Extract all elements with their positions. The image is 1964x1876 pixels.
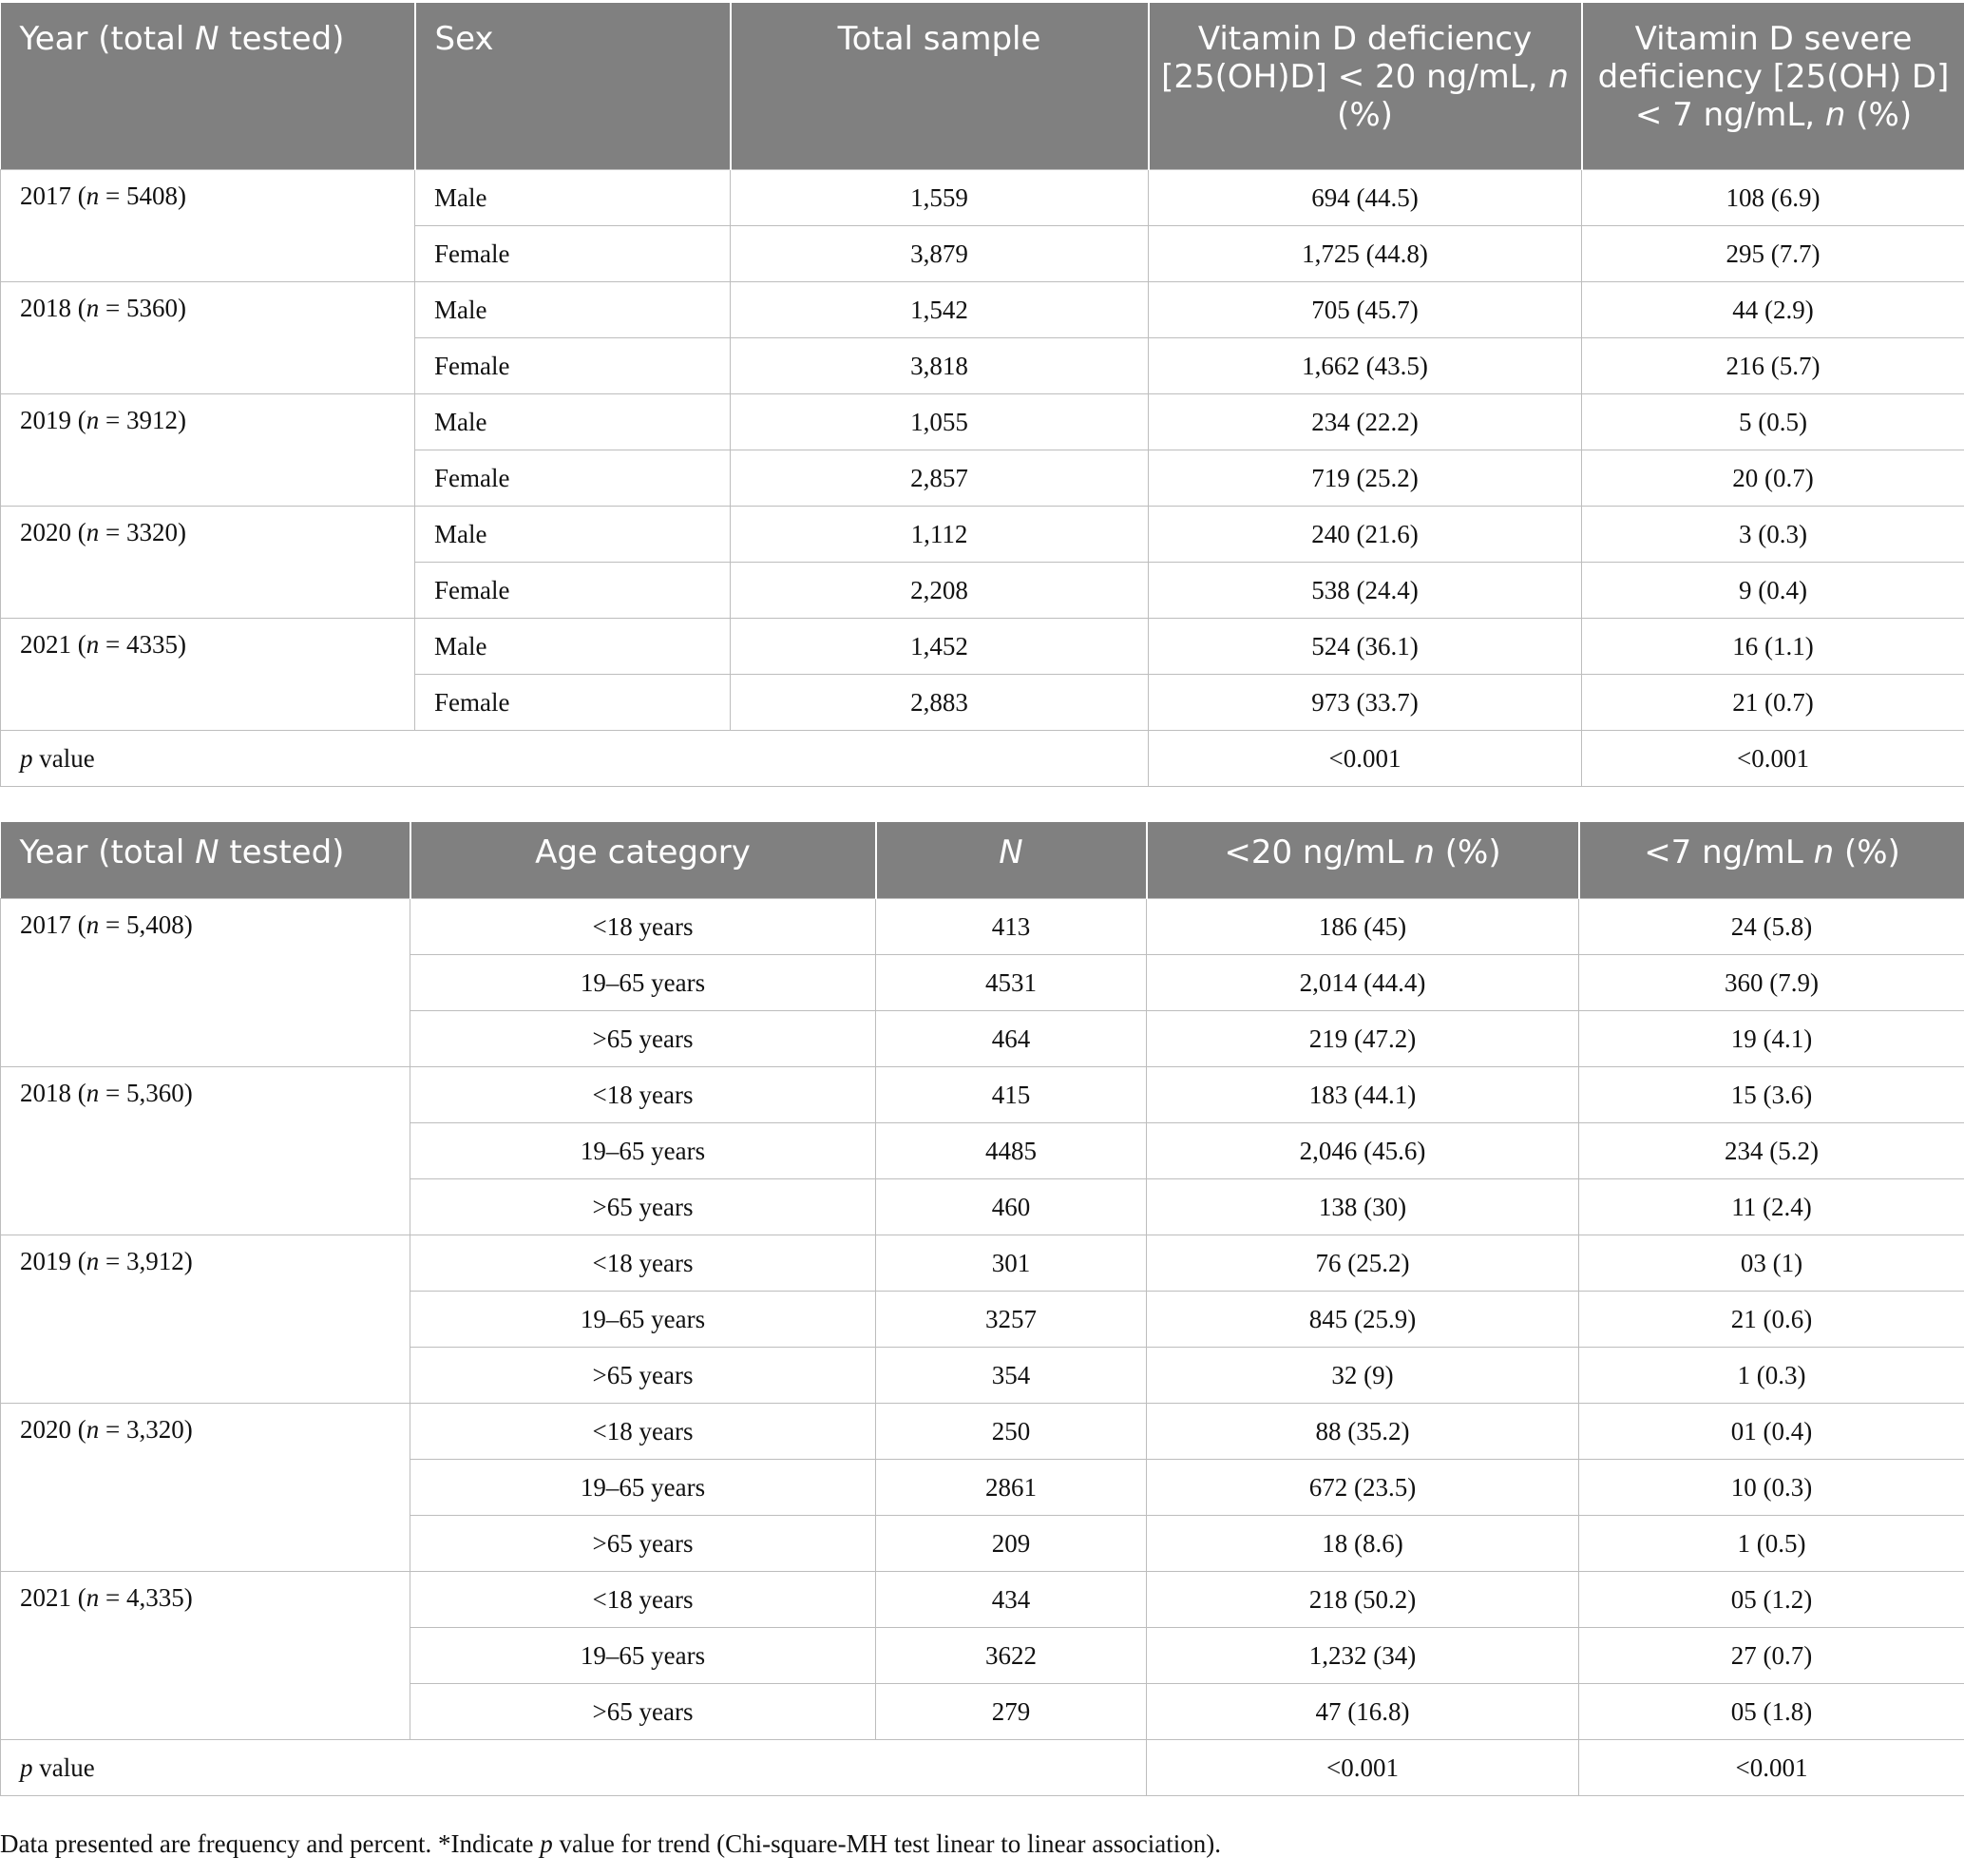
total-sample-cell: 2,857 [731, 450, 1149, 507]
sex-cell: Female [415, 338, 731, 394]
age-category-cell: 19–65 years [410, 1460, 876, 1516]
sex-cell: Male [415, 170, 731, 226]
sex-table-header [1, 3, 1964, 170]
age-category-cell: 19–65 years [410, 1123, 876, 1179]
header-year: Year (total N tested) [1, 822, 410, 899]
lt20-cell: 2,046 (45.6) [1147, 1123, 1579, 1179]
lt7-cell: 1 (0.3) [1579, 1348, 1964, 1404]
header-year: Year (total N tested) [1, 3, 415, 170]
lt20-cell: 845 (25.9) [1147, 1292, 1579, 1348]
sex-table-body [1, 170, 1964, 787]
age-category-cell: >65 years [410, 1684, 876, 1740]
p-value-label: p value [1, 731, 1149, 787]
severe-deficiency-cell: 216 (5.7) [1582, 338, 1964, 394]
sex-cell: Female [415, 226, 731, 282]
p-value-cell: <0.001 [1582, 731, 1964, 787]
lt7-cell: 10 (0.3) [1579, 1460, 1964, 1516]
age-category-cell: <18 years [410, 1235, 876, 1292]
header-lt20: <20 ng/mL n (%) [1147, 822, 1579, 899]
age-category-cell: <18 years [410, 1404, 876, 1460]
year-cell: 2020 (n = 3,320) [1, 1404, 410, 1572]
table-row [1, 1404, 1964, 1460]
year-cell: 2018 (n = 5,360) [1, 1067, 410, 1235]
lt20-cell: 1,232 (34) [1147, 1628, 1579, 1684]
severe-deficiency-cell: 16 (1.1) [1582, 619, 1964, 675]
lt7-cell: 11 (2.4) [1579, 1179, 1964, 1235]
n-cell: 434 [876, 1572, 1147, 1628]
age-category-cell: 19–65 years [410, 1628, 876, 1684]
header-severe-deficiency: Vitamin D severe deficiency [25(OH) D] < 7 ng/mL, n (%) [1582, 3, 1964, 170]
sex-cell: Female [415, 563, 731, 619]
n-cell: 464 [876, 1011, 1147, 1067]
lt7-cell: 1 (0.5) [1579, 1516, 1964, 1572]
total-sample-cell: 1,112 [731, 507, 1149, 563]
n-cell: 209 [876, 1516, 1147, 1572]
lt20-cell: 47 (16.8) [1147, 1684, 1579, 1740]
severe-deficiency-cell: 3 (0.3) [1582, 507, 1964, 563]
p-value-cell: <0.001 [1149, 731, 1582, 787]
header-lt7: <7 ng/mL n (%) [1579, 822, 1964, 899]
n-cell: 4531 [876, 955, 1147, 1011]
table-row [1, 1572, 1964, 1628]
header-deficiency: Vitamin D deficiency [25(OH)D] < 20 ng/mL, n (%) [1149, 3, 1582, 170]
severe-deficiency-cell: 44 (2.9) [1582, 282, 1964, 338]
total-sample-cell: 1,542 [731, 282, 1149, 338]
table-row [1, 507, 1964, 563]
n-cell: 301 [876, 1235, 1147, 1292]
table-row [1, 282, 1964, 338]
lt20-cell: 2,014 (44.4) [1147, 955, 1579, 1011]
sex-cell: Male [415, 619, 731, 675]
n-cell: 279 [876, 1684, 1147, 1740]
lt7-cell: 360 (7.9) [1579, 955, 1964, 1011]
deficiency-cell: 705 (45.7) [1149, 282, 1582, 338]
age-category-cell: 19–65 years [410, 955, 876, 1011]
lt20-cell: 672 (23.5) [1147, 1460, 1579, 1516]
total-sample-cell: 1,055 [731, 394, 1149, 450]
age-category-cell: 19–65 years [410, 1292, 876, 1348]
lt20-cell: 88 (35.2) [1147, 1404, 1579, 1460]
header-age-category: Age category [410, 822, 876, 899]
n-cell: 250 [876, 1404, 1147, 1460]
severe-deficiency-cell: 108 (6.9) [1582, 170, 1964, 226]
n-cell: 415 [876, 1067, 1147, 1123]
lt20-cell: 138 (30) [1147, 1179, 1579, 1235]
lt7-cell: 234 (5.2) [1579, 1123, 1964, 1179]
deficiency-cell: 719 (25.2) [1149, 450, 1582, 507]
deficiency-cell: 240 (21.6) [1149, 507, 1582, 563]
lt20-cell: 218 (50.2) [1147, 1572, 1579, 1628]
sex-cell: Male [415, 282, 731, 338]
n-cell: 3622 [876, 1628, 1147, 1684]
n-cell: 4485 [876, 1123, 1147, 1179]
age-table [0, 822, 1964, 1796]
n-cell: 460 [876, 1179, 1147, 1235]
lt7-cell: 21 (0.6) [1579, 1292, 1964, 1348]
sex-cell: Male [415, 394, 731, 450]
lt20-cell: 32 (9) [1147, 1348, 1579, 1404]
n-cell: 3257 [876, 1292, 1147, 1348]
deficiency-cell: 1,725 (44.8) [1149, 226, 1582, 282]
age-category-cell: <18 years [410, 899, 876, 955]
total-sample-cell: 1,452 [731, 619, 1149, 675]
lt20-cell: 183 (44.1) [1147, 1067, 1579, 1123]
lt7-cell: 05 (1.2) [1579, 1572, 1964, 1628]
severe-deficiency-cell: 21 (0.7) [1582, 675, 1964, 731]
lt20-cell: 186 (45) [1147, 899, 1579, 955]
deficiency-cell: 1,662 (43.5) [1149, 338, 1582, 394]
year-cell: 2017 (n = 5408) [1, 170, 415, 282]
lt7-cell: 03 (1) [1579, 1235, 1964, 1292]
year-cell: 2020 (n = 3320) [1, 507, 415, 619]
p-value-cell: <0.001 [1579, 1740, 1964, 1796]
table-row [1, 619, 1964, 675]
deficiency-cell: 538 (24.4) [1149, 563, 1582, 619]
age-category-cell: >65 years [410, 1011, 876, 1067]
table-footnote: Data presented are frequency and percent. *Indicate p value for trend (Chi-square-MH test linear to linear association). [0, 1829, 1221, 1858]
severe-deficiency-cell: 295 (7.7) [1582, 226, 1964, 282]
lt7-cell: 15 (3.6) [1579, 1067, 1964, 1123]
age-category-cell: <18 years [410, 1067, 876, 1123]
lt20-cell: 76 (25.2) [1147, 1235, 1579, 1292]
total-sample-cell: 2,883 [731, 675, 1149, 731]
age-table-header [1, 822, 1964, 899]
age-table-body [1, 899, 1964, 1796]
p-value-row [1, 1740, 1964, 1796]
year-cell: 2021 (n = 4,335) [1, 1572, 410, 1740]
sex-cell: Female [415, 675, 731, 731]
lt7-cell: 27 (0.7) [1579, 1628, 1964, 1684]
age-category-cell: >65 years [410, 1348, 876, 1404]
year-cell: 2021 (n = 4335) [1, 619, 415, 731]
deficiency-cell: 234 (22.2) [1149, 394, 1582, 450]
n-cell: 354 [876, 1348, 1147, 1404]
deficiency-cell: 973 (33.7) [1149, 675, 1582, 731]
lt20-cell: 18 (8.6) [1147, 1516, 1579, 1572]
table-row [1, 170, 1964, 226]
year-cell: 2019 (n = 3,912) [1, 1235, 410, 1404]
severe-deficiency-cell: 9 (0.4) [1582, 563, 1964, 619]
lt7-cell: 05 (1.8) [1579, 1684, 1964, 1740]
header-total-sample: Total sample [731, 3, 1149, 170]
lt20-cell: 219 (47.2) [1147, 1011, 1579, 1067]
age-category-cell: >65 years [410, 1516, 876, 1572]
sex-cell: Female [415, 450, 731, 507]
total-sample-cell: 3,879 [731, 226, 1149, 282]
lt7-cell: 19 (4.1) [1579, 1011, 1964, 1067]
p-value-row [1, 731, 1964, 787]
year-cell: 2018 (n = 5360) [1, 282, 415, 394]
n-cell: 2861 [876, 1460, 1147, 1516]
total-sample-cell: 1,559 [731, 170, 1149, 226]
table-row [1, 1235, 1964, 1292]
sex-cell: Male [415, 507, 731, 563]
year-cell: 2019 (n = 3912) [1, 394, 415, 507]
severe-deficiency-cell: 5 (0.5) [1582, 394, 1964, 450]
sex-table [0, 3, 1964, 787]
total-sample-cell: 3,818 [731, 338, 1149, 394]
deficiency-cell: 524 (36.1) [1149, 619, 1582, 675]
age-category-cell: >65 years [410, 1179, 876, 1235]
header-n: N [876, 822, 1147, 899]
n-cell: 413 [876, 899, 1147, 955]
deficiency-cell: 694 (44.5) [1149, 170, 1582, 226]
table-row [1, 899, 1964, 955]
table-row [1, 394, 1964, 450]
p-value-cell: <0.001 [1147, 1740, 1579, 1796]
severe-deficiency-cell: 20 (0.7) [1582, 450, 1964, 507]
lt7-cell: 24 (5.8) [1579, 899, 1964, 955]
total-sample-cell: 2,208 [731, 563, 1149, 619]
p-value-label: p value [1, 1740, 1147, 1796]
age-category-cell: <18 years [410, 1572, 876, 1628]
table-row [1, 1067, 1964, 1123]
header-sex: Sex [415, 3, 731, 170]
lt7-cell: 01 (0.4) [1579, 1404, 1964, 1460]
year-cell: 2017 (n = 5,408) [1, 899, 410, 1067]
